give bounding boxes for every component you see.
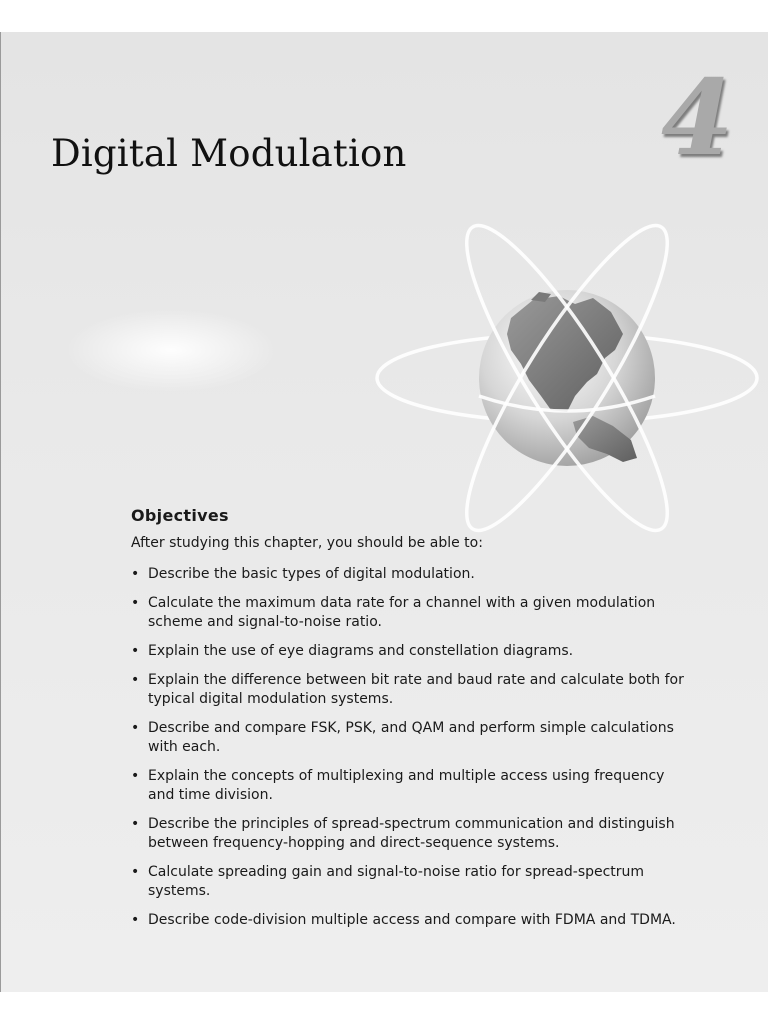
bullet-icon: • [131, 595, 140, 611]
list-item-text: Describe the basic types of digital modulation. [148, 566, 475, 582]
list-item [131, 565, 691, 584]
list-item-text: Describe and compare FSK, PSK, and QAM and perform simple calculations with each. [148, 720, 674, 755]
list-item [131, 594, 691, 632]
bullet-icon: • [131, 672, 140, 688]
objectives-heading: Objectives [131, 506, 229, 525]
book-page [0, 32, 768, 992]
bullet-icon: • [131, 720, 140, 736]
list-item [131, 911, 691, 930]
objectives-section [131, 506, 691, 940]
bullet-icon: • [131, 566, 140, 582]
bullet-icon: • [131, 912, 140, 928]
list-item [131, 863, 691, 901]
list-item-text: Calculate spreading gain and signal-to-noise ratio for spread-spectrum systems. [148, 864, 645, 899]
globe-icon [361, 200, 768, 540]
list-item [131, 671, 691, 709]
chapter-number: 4 [661, 56, 734, 179]
list-item [131, 642, 691, 661]
objectives-intro: After studying this chapter, you should be able to: [131, 535, 483, 551]
list-item [131, 815, 691, 853]
list-item [131, 767, 691, 805]
list-item-text: Explain the concepts of multiplexing and multiple access using frequency and time division. [148, 768, 665, 803]
list-item-text: Explain the use of eye diagrams and constellation diagrams. [148, 643, 574, 659]
list-item-text: Calculate the maximum data rate for a channel with a given modulation scheme and signal-to-noise ratio. [148, 595, 656, 630]
bullet-icon: • [131, 768, 140, 784]
objectives-list [131, 565, 691, 930]
bullet-icon: • [131, 643, 140, 659]
list-item [131, 719, 691, 757]
list-item-text: Explain the difference between bit rate and baud rate and calculate both for typical digital modulation systems. [148, 672, 684, 707]
bullet-icon: • [131, 816, 140, 832]
chapter-title: Digital Modulation [51, 132, 407, 175]
bullet-icon: • [131, 864, 140, 880]
list-item-text: Describe the principles of spread-spectrum communication and distinguish between frequency-hopping and direct-sequence systems. [148, 816, 675, 851]
list-item-text: Describe code-division multiple access and compare with FDMA and TDMA. [148, 912, 676, 928]
